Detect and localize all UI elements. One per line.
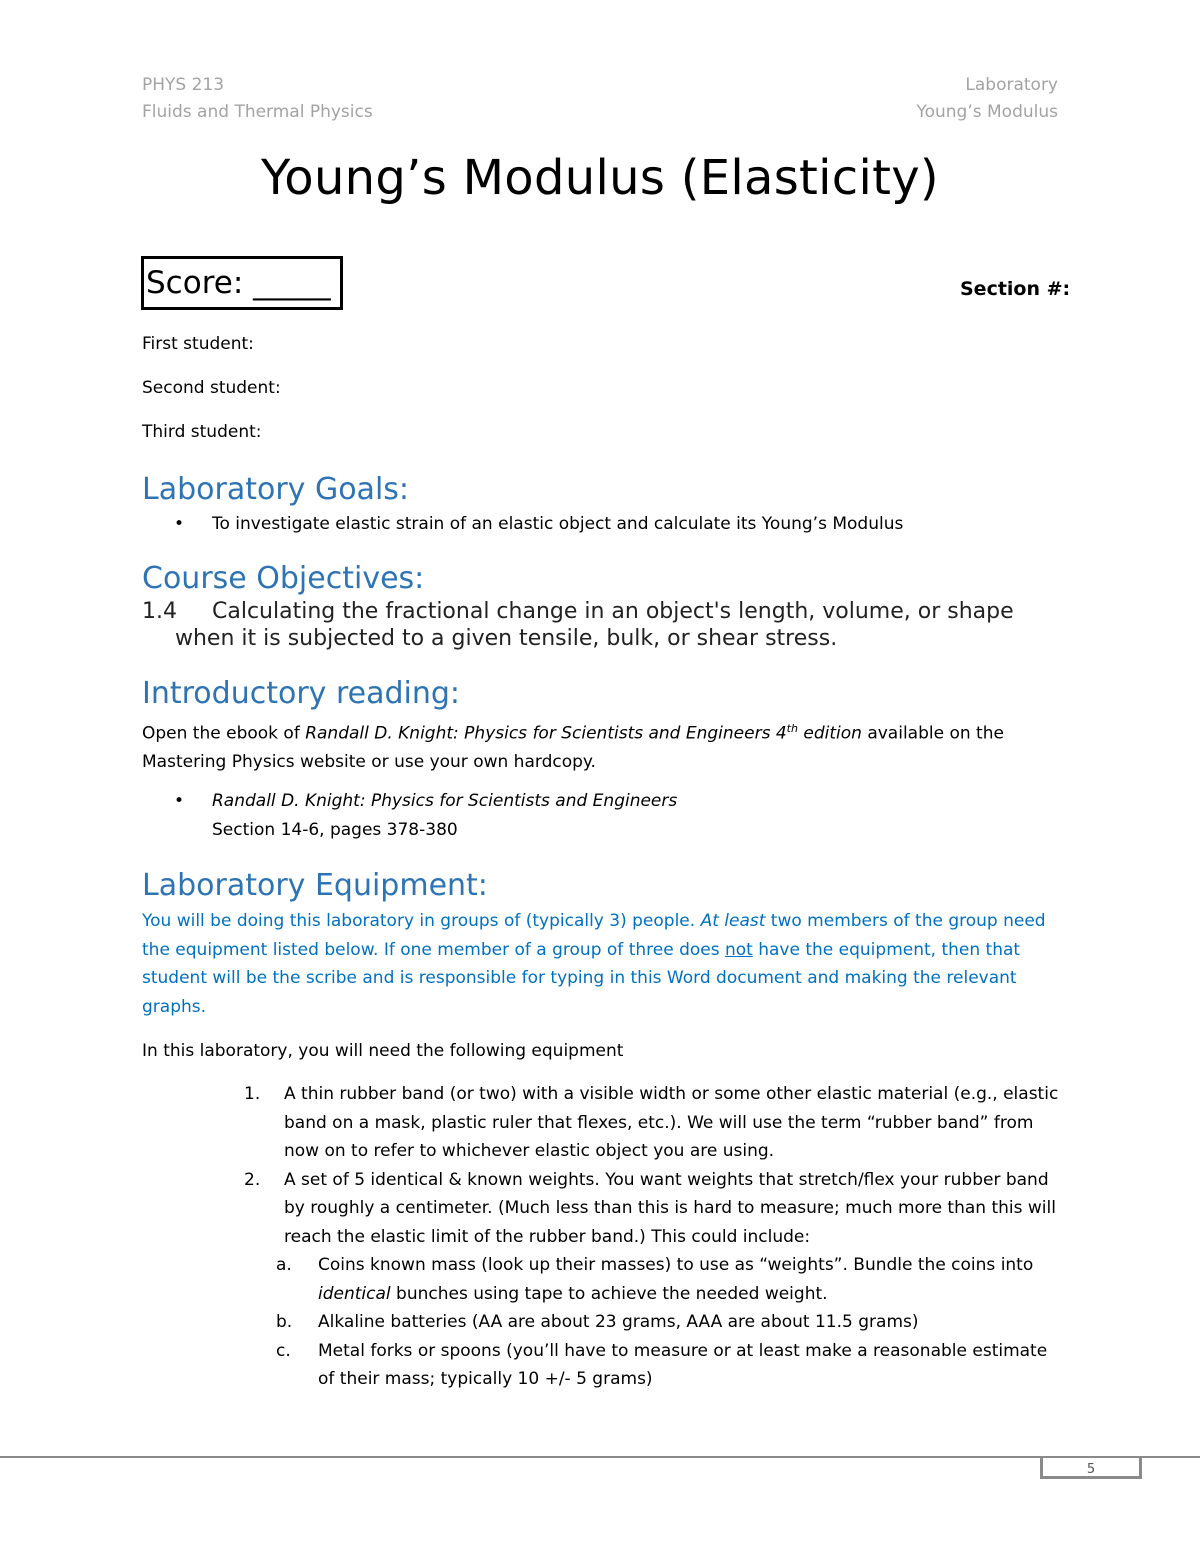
- sub-list-item: [276, 1251, 1064, 1308]
- objectives-heading: Course Objectives:: [142, 561, 425, 596]
- objective-item: [142, 598, 1062, 652]
- section-label: Section #:: [960, 278, 1071, 300]
- list-text: A thin rubber band (or two) with a visible width or some other elastic material (e.g., elastic band on a mask, plastic ruler that flexes, etc.). We will use the term “rubber band” from now on to refer to whichever elastic object you are using.: [284, 1084, 1059, 1161]
- equipment-heading: Laboratory Equipment:: [142, 868, 488, 903]
- sub-list-item: [276, 1308, 1064, 1337]
- page-number: 5: [1086, 1462, 1096, 1477]
- sub-list-letter: c.: [276, 1340, 291, 1361]
- header-left: [142, 72, 373, 126]
- sub-list-italic: identical: [318, 1283, 391, 1304]
- list-number: 2.: [244, 1169, 261, 1190]
- score-box: Score: _____: [141, 256, 343, 310]
- note-italic: At least: [700, 911, 766, 931]
- second-student-label: Second student:: [142, 378, 281, 398]
- first-student-label: First student:: [142, 334, 254, 354]
- note-text-a: You will be doing this laboratory in groups of (typically 3) people.: [142, 911, 701, 931]
- goal-text: To investigate elastic strain of an elastic object and calculate its Young’s Modulus: [212, 514, 904, 534]
- equipment-list: [244, 1080, 1064, 1394]
- bullet-icon: •: [174, 514, 185, 534]
- reading-book-title: Randall D. Knight: Physics for Scientists and Engineers: [212, 791, 678, 811]
- goal-item: [174, 510, 903, 539]
- reading-paragraph: [142, 715, 1062, 777]
- reading-bullet: [174, 787, 677, 844]
- edition-superscript: th: [786, 722, 798, 735]
- sub-list-text-rest: bunches using tape to achieve the needed weight.: [390, 1283, 828, 1304]
- sub-list: [276, 1251, 1064, 1394]
- objective-line-2: when it is subjected to a given tensile, bulk, or shear stress.: [175, 626, 838, 651]
- sub-list-item: [276, 1337, 1064, 1394]
- header-right: [916, 72, 1058, 126]
- sub-list-letter: a.: [276, 1255, 292, 1275]
- objective-line-1: Calculating the fractional change in an object's length, volume, or shape: [212, 599, 1014, 624]
- note-text-b: two members of the group need the equipment listed below. If one member of a group of three does: [142, 911, 1046, 960]
- note-underline: not: [724, 939, 753, 960]
- sub-list-text: Metal forks or spoons (you’ll have to measure or at least make a reasonable estimate of their mass; typically 10 +/- 5 grams): [318, 1340, 1048, 1389]
- objective-number: 1.4: [142, 599, 177, 624]
- list-text: A set of 5 identical & known weights. You want weights that stretch/flex your rubber band by roughly a centimeter. (Much less than this is hard to measure; much more than this will reach the elastic limit of the rubber band.) This could include:: [284, 1169, 1056, 1247]
- edition-word: edition: [797, 723, 862, 744]
- third-student-label: Third student:: [142, 422, 262, 442]
- sub-list-text: Coins known mass (look up their masses) to use as “weights”. Bundle the coins into: [318, 1255, 1034, 1275]
- list-item: [244, 1080, 1064, 1166]
- sub-list-text: Alkaline batteries (AA are about 23 grams, AAA are about 11.5 grams): [318, 1312, 919, 1332]
- reading-intro-text: Open the ebook of: [142, 723, 306, 744]
- reading-heading: Introductory reading:: [142, 676, 461, 711]
- footer-rule: [0, 1456, 1200, 1458]
- list-number: 1.: [244, 1084, 261, 1104]
- list-item: [244, 1166, 1064, 1252]
- note-text-c: have the equipment, then that student will be the scribe and is responsible for typing in this Word document and making the relevant graphs.: [142, 939, 1021, 1017]
- bullet-icon: •: [174, 791, 185, 811]
- goals-heading: Laboratory Goals:: [142, 472, 410, 507]
- course-code: PHYS 213: [142, 75, 225, 95]
- sub-list-letter: b.: [276, 1312, 293, 1332]
- equipment-note: [142, 907, 1062, 1021]
- doc-topic: Young’s Modulus: [916, 102, 1058, 122]
- course-name: Fluids and Thermal Physics: [142, 102, 373, 122]
- reading-intro-rest: available on the Mastering Physics website or use your own hardcopy.: [142, 723, 1004, 773]
- reading-pages: Section 14-6, pages 378-380: [212, 819, 458, 840]
- doc-type: Laboratory: [965, 75, 1058, 95]
- page-title: Young’s Modulus (Elasticity): [261, 150, 939, 206]
- book-title: Randall D. Knight: Physics for Scientists and Engineers 4: [305, 723, 787, 744]
- equipment-intro: In this laboratory, you will need the following equipment: [142, 1041, 624, 1061]
